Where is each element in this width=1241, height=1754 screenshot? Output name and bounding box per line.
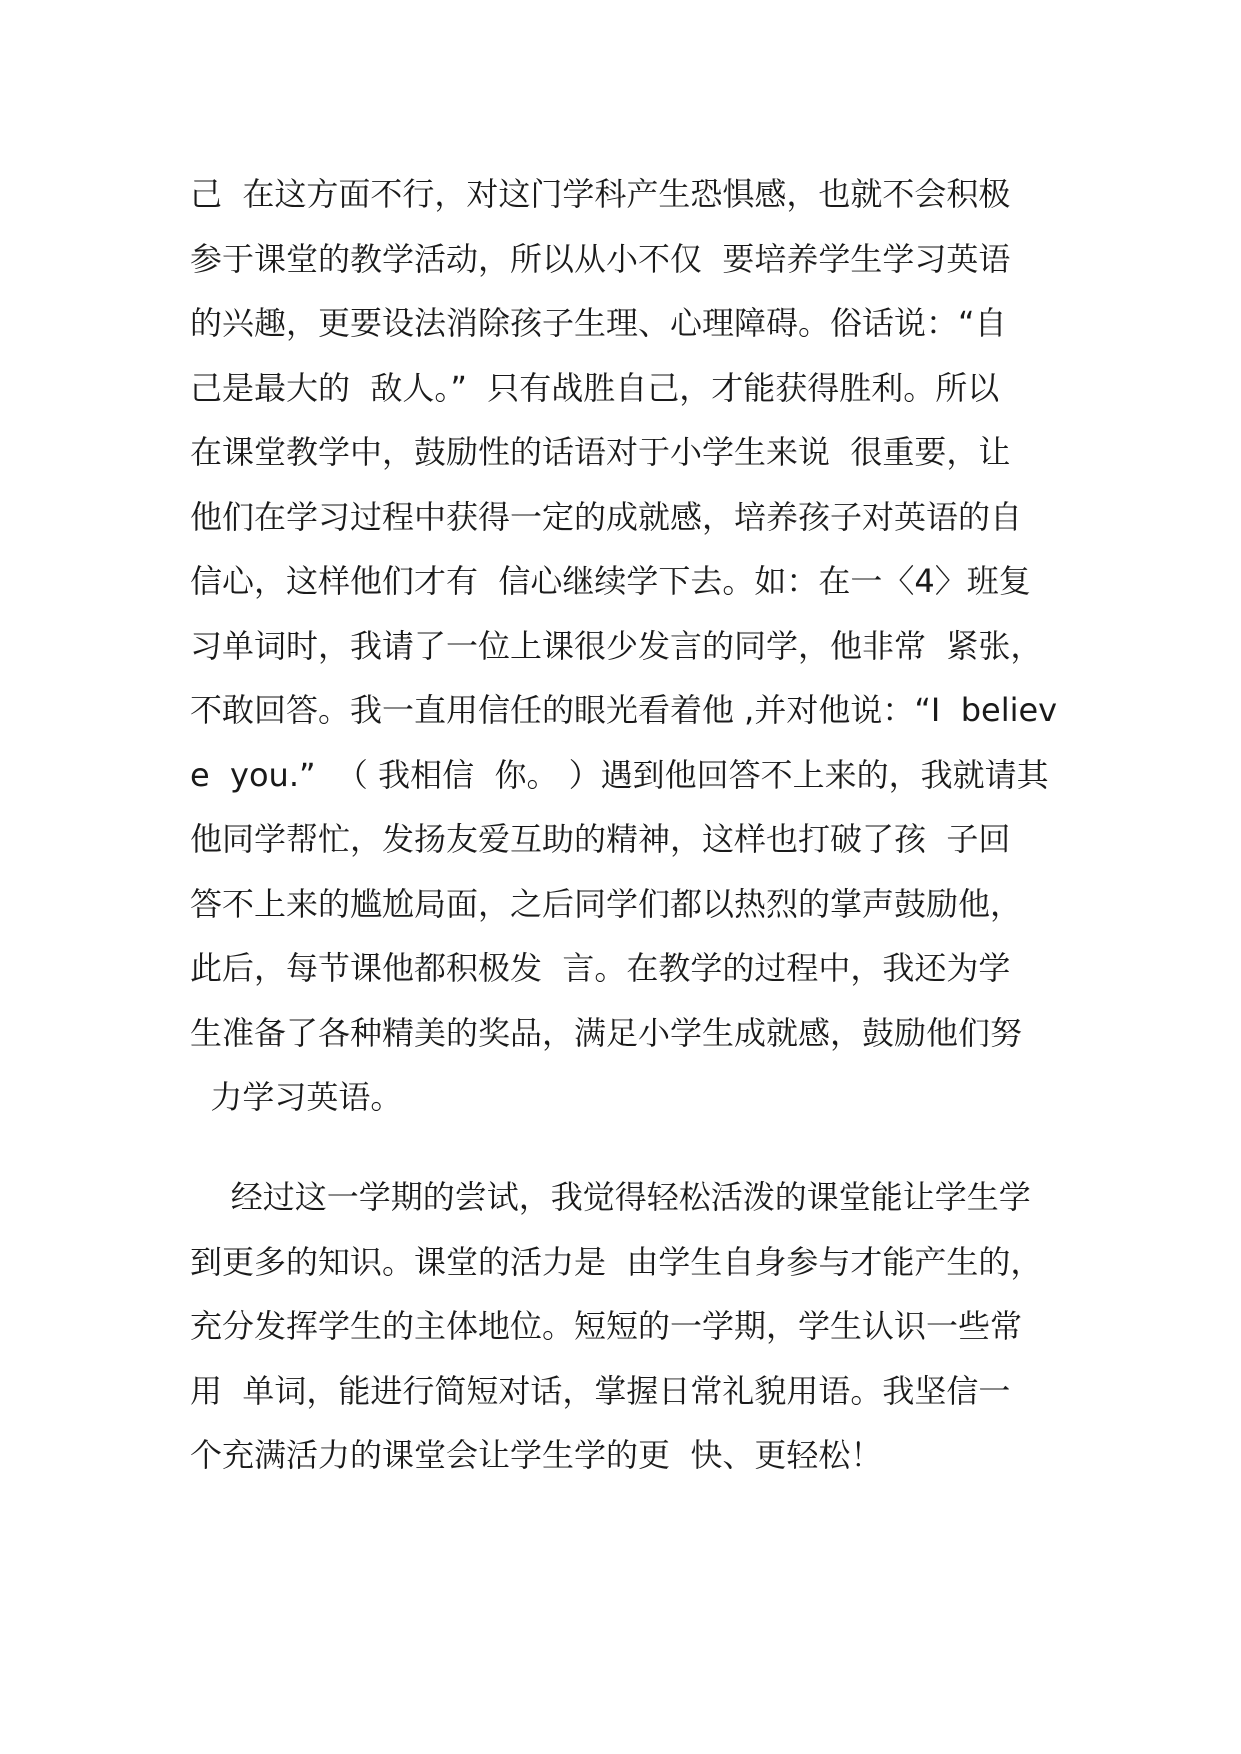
text-line: 经过这一学期的尝试，我觉得轻松活泼的课堂能让学生学: [190, 1178, 1031, 1216]
paragraph-2: [190, 1165, 1070, 1488]
text-line: 不敢回答。我一直用信任的眼光看着他 ,并对他说：“I believ: [190, 691, 1058, 729]
text-line: 己 在这方面不行，对这门学科产生恐惧感，也就不会积极: [190, 175, 1011, 213]
text-line: 参于课堂的教学活动，所以从小不仅 要培养学生学习英语: [190, 239, 1011, 278]
text-line: 答不上来的尴尬局面，之后同学们都以热烈的掌声鼓励他，: [190, 884, 1023, 923]
text-line: 信心，这样他们才有 信心继续学下去。如：在一〈4〉班复: [190, 562, 1031, 600]
text-line: e you.” （ 我相信 你。 ）遇到他回答不上来的，我就请其: [190, 755, 1049, 794]
text-line: 此后，每节课他都积极发 言。在教学的过程中，我还为学: [190, 949, 1011, 987]
text-line: 个充满活力的课堂会让学生学的更 快、更轻松！: [190, 1436, 883, 1474]
text-line: 他同学帮忙，发扬友爱互助的精神，这样也打破了孩 子回: [190, 820, 1011, 858]
paragraph-1: [190, 162, 1070, 1130]
text-line: 己是最大的 敌人。” 只有战胜自己，才能获得胜利。所以: [190, 368, 1000, 407]
text-line: 用 单词，能进行简短对话，掌握日常礼貌用语。我坚信一: [190, 1371, 1011, 1410]
text-line: 到更多的知识。课堂的活力是 由学生自身参与才能产生的，: [190, 1242, 1043, 1281]
text-line: 充分发挥学生的主体地位。短短的一学期，学生认识一些常: [190, 1307, 1023, 1345]
text-line: 的兴趣，更要设法消除孩子生理、心理障碍。俗话说：“自: [190, 304, 1007, 342]
text-line: 他们在学习过程中获得一定的成就感，培养孩子对英语的自: [190, 497, 1023, 536]
text-line: 在课堂教学中，鼓励性的话语对于小学生来说 很重要，让: [190, 433, 1011, 471]
text-line: 力学习英语。: [190, 1078, 403, 1116]
text-line: 习单词时，我请了一位上课很少发言的同学，他非常 紧张，: [190, 626, 1043, 665]
text-line: 生准备了各种精美的奖品，满足小学生成就感，鼓励他们努: [190, 1013, 1023, 1052]
